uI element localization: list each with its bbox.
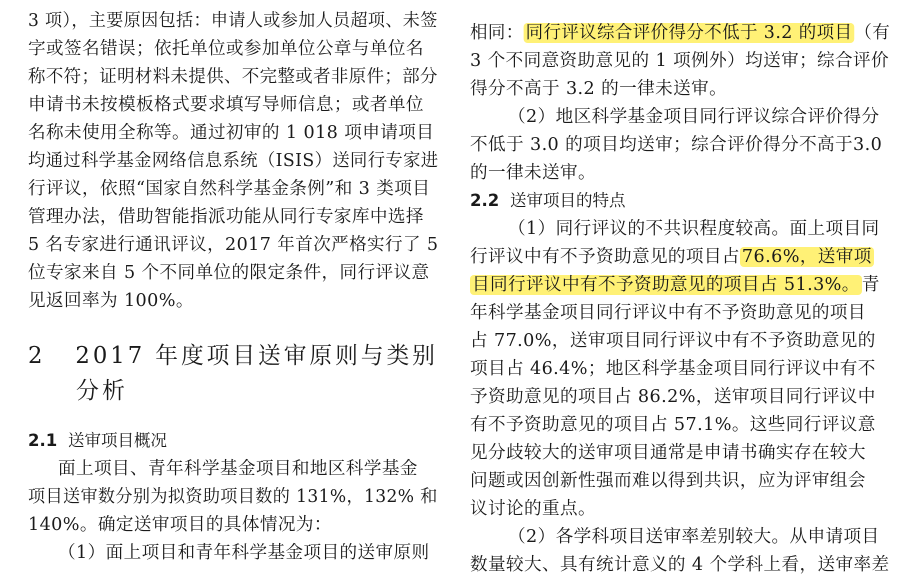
- text-run: （有: [854, 23, 891, 43]
- body-line-highlighted: [470, 244, 874, 270]
- highlighted-text: [524, 23, 855, 43]
- section-heading: [28, 341, 438, 371]
- body-line: 均通过科学基金网络信息系统（ISIS）送同行专家进: [28, 151, 439, 171]
- text-run: 的项目: [798, 23, 853, 43]
- body-line: 议讨论的重点。: [470, 499, 596, 519]
- body-line: 有不予资助意见的项目占 57.1%。这些同行评议意: [470, 415, 876, 435]
- subsection-heading: [28, 428, 167, 454]
- body-line: 项目占 46.4%；地区科学基金项目同行评议中有不: [470, 359, 876, 379]
- body-line: （1）面上项目和青年科学基金项目的送审原则: [58, 543, 430, 563]
- body-line: 名称未使用全称等。通过初审的 1 018 项申请项目: [28, 123, 435, 143]
- body-line: 不低于 3.0 的项目均送审；综合评价得分不高于3.0: [470, 135, 883, 155]
- body-line: 称不符；证明材料未提供、不完整或者非原件；部分: [28, 67, 438, 87]
- body-line: 见分歧较大的送审项目通常是申请书确实存在较大: [470, 443, 866, 463]
- section-title-continued: 分析: [76, 378, 128, 404]
- body-line: 字或签名错误；依托单位或参加单位公章与单位名: [28, 39, 424, 59]
- body-line: 管理办法，借助智能指派功能从同行专家库中选择: [28, 207, 424, 227]
- subsection-title: 送审项目的特点: [510, 191, 626, 210]
- body-line-highlighted: [470, 272, 880, 298]
- body-line: 3 个不同意资助意见的 1 项例外）均送审；综合评价: [470, 51, 890, 71]
- text-run: 相同：: [470, 23, 524, 43]
- body-line: 3 项），主要原因包括：申请人或参加人员超项、未签: [28, 11, 438, 31]
- body-line-highlighted: [470, 20, 890, 46]
- body-line: 的一律未送审。: [470, 163, 596, 183]
- highlighted-text: 76.6%，送审项: [741, 247, 872, 267]
- body-line: 面上项目、青年科学基金项目和地区科学基金: [58, 459, 418, 479]
- body-line: 申请书未按模板格式要求填写导师信息；或者单位: [28, 95, 424, 115]
- body-line: （2）各学科项目送审率差别较大。从申请项目: [508, 527, 880, 547]
- body-line: 得分不高于 3.2 的一律未送审。: [470, 79, 728, 99]
- body-line: 行评议，依照“国家自然科学基金条例”和 3 类项目: [28, 179, 431, 199]
- body-line: （2）地区科学基金项目同行评议综合评价得分: [508, 107, 880, 127]
- body-line: 位专家来自 5 个不同单位的限定条件，同行评议意: [28, 263, 430, 283]
- text-run: 3.2: [763, 23, 793, 43]
- body-line: 项目送审数分别为拟资助项目数的 131%，132% 和: [28, 487, 438, 507]
- body-line: 140%。确定送审项目的具体情况为：: [28, 515, 332, 535]
- text-run: 行评议中有不予资助意见的项目占: [470, 247, 740, 267]
- subsection-number: 2.2: [470, 191, 500, 210]
- body-line: 数量较大、具有统计意义的 4 个学科上看，送审率差: [470, 555, 890, 575]
- body-line: 问题或因创新性强而难以得到共识，应为评审组会: [470, 471, 866, 491]
- body-line: 予资助意见的项目占 86.2%，送审项目同行评议中: [470, 387, 876, 407]
- highlighted-text: 目同行评议中有不予资助意见的项目占 51.3%。: [472, 275, 860, 295]
- subsection-heading: [470, 188, 626, 214]
- body-line: （1）同行评议的不共识程度较高。面上项目同: [508, 219, 880, 239]
- text-run: 同行评议综合评价得分不低于: [525, 23, 758, 43]
- body-line: 5 名专家进行通讯评议，2017 年首次严格实行了 5: [28, 235, 439, 255]
- body-line: 占 77.0%，送审项目同行评议中有不予资助意见的: [470, 331, 876, 351]
- section-number: 2: [28, 343, 43, 369]
- body-line: 年科学基金项目同行评议中有不予资助意见的项目: [470, 303, 866, 323]
- body-line: 见返回率为 100%。: [28, 291, 194, 311]
- section-title: 2017 年度项目送审原则与类别: [75, 343, 438, 369]
- subsection-title: 送审项目概况: [68, 431, 167, 450]
- subsection-number: 2.1: [28, 431, 58, 450]
- text-run: 青: [861, 275, 880, 295]
